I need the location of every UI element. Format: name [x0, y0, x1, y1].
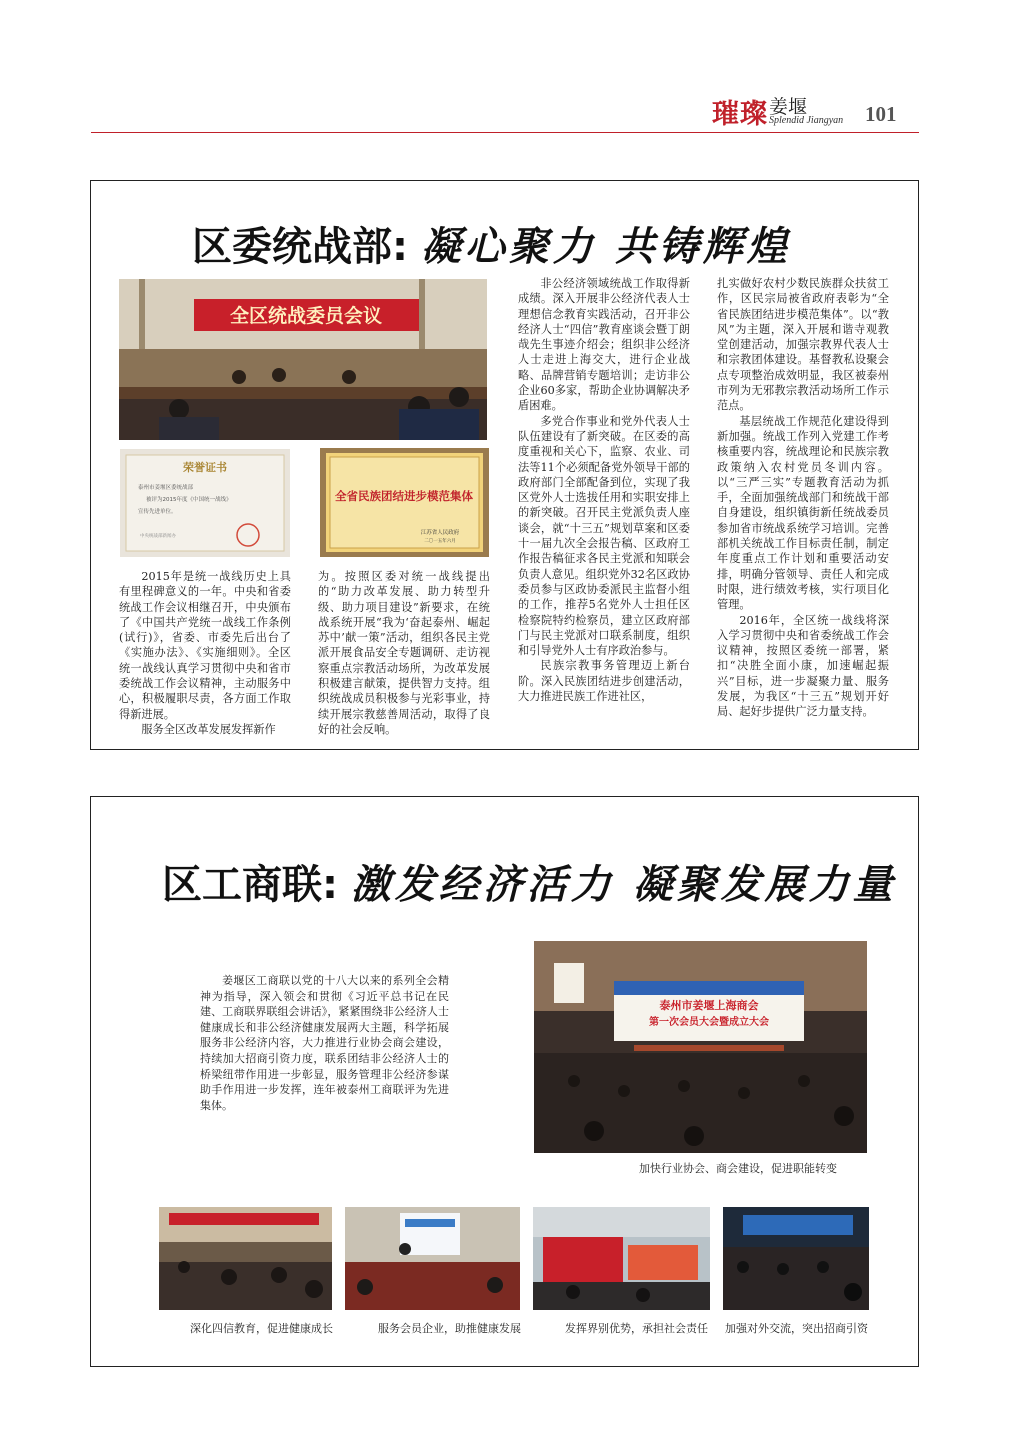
- investment-meeting-photo-image: [723, 1207, 869, 1310]
- model-collective-plaque-photo: [320, 448, 489, 557]
- section1-column-1: [119, 569, 291, 737]
- certificate-line1: 泰州市姜堰区委统战部: [138, 485, 194, 491]
- chamber-banner-line2: 第一次会员大会暨成立大会: [649, 1017, 769, 1028]
- small-photo-1: [159, 1207, 332, 1310]
- section2-title-sub: 激发经济活力 凝聚发展力量: [350, 861, 897, 908]
- paragraph: 服务全区改革发展发挥新作: [141, 722, 276, 736]
- section1-column-4: [717, 276, 889, 720]
- honor-certificate-image: [120, 449, 290, 557]
- certificate-heading: 荣誉证书: [183, 461, 227, 474]
- small-photo-4: [723, 1207, 869, 1310]
- presentation-photo-image: [345, 1207, 520, 1310]
- small-photo-4-caption: 加强对外交流，突出招商引资: [725, 1322, 868, 1335]
- brand-black-text: 姜堰: [769, 96, 808, 118]
- paragraph: 非公经济领域统战工作取得新成绩。深入开展非公经济代表人士理想信念教育实践活动，召开非公经济人士“四信”教育座谈会暨丁朗哉先生事迹介绍会；组织非公经济人士走进上海交大，进行企业战略、品牌营销专题培训；走访非公企业60多家，帮助企业协调解决矛盾困难。: [518, 277, 690, 413]
- charity-event-photo-image: [533, 1207, 710, 1310]
- section1-column-2: [318, 569, 490, 737]
- page-number: 101: [865, 102, 897, 126]
- section1-column-3: [518, 276, 690, 704]
- section1-title-main: 区委统战部: [192, 224, 392, 270]
- plaque-issuer: 江苏省人民政府: [420, 530, 460, 536]
- paragraph: 多党合作事业和党外代表人士队伍建设有了新突破。在区委的高度重视和关心下，监察、农业、司法等11个必须配备党外领导干部的政府部门全部配备到位，实现了我区党外人士选拔任用和实职安排上的新突破。召开民主党派负责人座谈会，就“十三五”规划草案和区委十一届九次全会报告稿、区政府工作报告稿征求各民主党派和知联会负责人意见。组织党外32名区政协委员参与区政协委派民主监督小组的工作，推荐5名党外人士担任区检察院特约检察员，建立区政府部门与民主党派对口联系制度，组织和引导党外人士有序政治参与。: [518, 414, 690, 658]
- certificate-issuer: 中央统战部新闻办: [140, 534, 176, 539]
- section2-title: [162, 853, 897, 910]
- chamber-founding-caption: 加快行业协会、商会建设，促进职能转变: [639, 1162, 837, 1175]
- paragraph: 民族宗教事务管理迈上新台阶。深入民族团结进步创建活动，大力推进民族工作进社区，: [518, 659, 690, 704]
- paragraph: 姜堰区工商联以党的十八大以来的系列全会精神为指导，深入领会和贯彻《习近平总书记在民建、工商联界联组会讲话》，紧紧围绕非公经济人士健康成长和非公经济健康发展两大主题，科学拓展服务非公经济内容，大力推进行业协会商会建设，持续加大招商引资力度，联系团结非公经济人士的桥梁纽带作用进一步彰显，服务管理非公经济参谋助手作用进一步发挥，连年被泰州工商联评为先进集体。: [200, 974, 449, 1112]
- paragraph: 扎实做好农村少数民族群众扶贫工作，区民宗局被省政府表彰为“全省民族团结进步模范集体”。以“教风”为主题，深入开展和谐寺观教堂创建活动，加强宗教界代表人士和宗教团体建设。基督教私设聚会点专项整治成效明显，我区被泰州市列为无邪教宗教活动场所工作示范点。: [717, 277, 889, 413]
- small-photo-3: [533, 1207, 710, 1310]
- certificate-line3: 宣传先进单位。: [138, 509, 177, 515]
- chamber-founding-photo: [534, 941, 867, 1153]
- meeting-photo-image: [119, 279, 487, 440]
- small-photo-3-caption: 发挥界别优势，承担社会责任: [565, 1322, 708, 1335]
- section1-title: [192, 215, 791, 272]
- honor-certificate-photo: [120, 449, 290, 557]
- small-photo-2-caption: 服务会员企业，助推健康发展: [378, 1322, 521, 1335]
- model-collective-plaque-image: [320, 448, 489, 557]
- meeting-photo: [119, 279, 487, 440]
- chamber-banner-line1: 泰州市姜堰上海商会: [659, 999, 759, 1012]
- plaque-date: 二〇一五年六月: [424, 539, 456, 544]
- brand-english-text: Splendid Jiangyan: [769, 115, 844, 126]
- paragraph: 基层统战工作规范化建设得到新加强。统战工作列入党建工作考核重要内容，统战理论和民族宗教政策纳入农村党员冬训内容。以“三严三实”专题教育活动为抓手，全面加强统战部门和统战干部自身建设，组织镇街新任统战委员参加省市统战系统学习培训。完善部机关统战工作目标责任制，制定年度重点工作计划和重要活动安排，明确分管领导、责任人和完成时限，进行绩效考核，实行项目化管理。: [717, 414, 889, 612]
- section2-title-separator: :: [322, 862, 338, 908]
- section2-intro: [200, 973, 449, 1113]
- meeting-banner-text: 全区统战委员会议: [229, 305, 383, 327]
- section2-title-main: 区工商联: [162, 862, 322, 908]
- brand-red-text: 璀璨: [712, 99, 768, 130]
- small-photo-2: [345, 1207, 520, 1310]
- header-divider: [91, 132, 919, 133]
- paragraph: 2016年，全区统一战线将深入学习贯彻中央和省委统战工作会议精神，按照区委统一部署，紧扣“决胜全面小康，加速崛起振兴”目标，进一步凝聚力量、服务发展，为我区“十三五”规划开好局、起好步提供广泛力量支持。: [717, 613, 889, 719]
- plaque-title: 全省民族团结进步模范集体: [335, 489, 473, 503]
- section1-title-sub: 凝心聚力 共铸辉煌: [420, 223, 791, 270]
- paragraph: 为。按照区委对统一战线提出的“助力改革发展、助力转型升级、助力项目建设”新要求，在统战系统开展“我为‘奋起泰州、崛起苏中’献一策”活动，组织各民主党派开展食品安全专题调研、走访视察重点宗教活动场所，为改革发展积极建言献策，提供智力支持。组织统战成员积极参与光彩事业，持续开展宗教慈善周活动，取得了良好的社会反响。: [318, 570, 490, 736]
- paragraph: 2015年是统一战线历史上具有里程碑意义的一年。中央和省委统战工作会议相继召开，中央颁布了《中国共产党统一战线工作条例(试行)》，省委、市委先后出台了《实施办法》、《实施细则》。全区统一战线认真学习贯彻中央和省市委统战工作会议精神，主动服务中心，积极履职尽责，各方面工作取得新进展。: [119, 570, 291, 721]
- chamber-founding-image: [534, 941, 867, 1153]
- seminar-photo-image: [159, 1207, 332, 1310]
- section1-title-separator: :: [392, 224, 408, 270]
- small-photo-1-caption: 深化四信教育，促进健康成长: [190, 1322, 333, 1335]
- certificate-line2: 被评为2015年度《中国统一战线》: [146, 497, 232, 503]
